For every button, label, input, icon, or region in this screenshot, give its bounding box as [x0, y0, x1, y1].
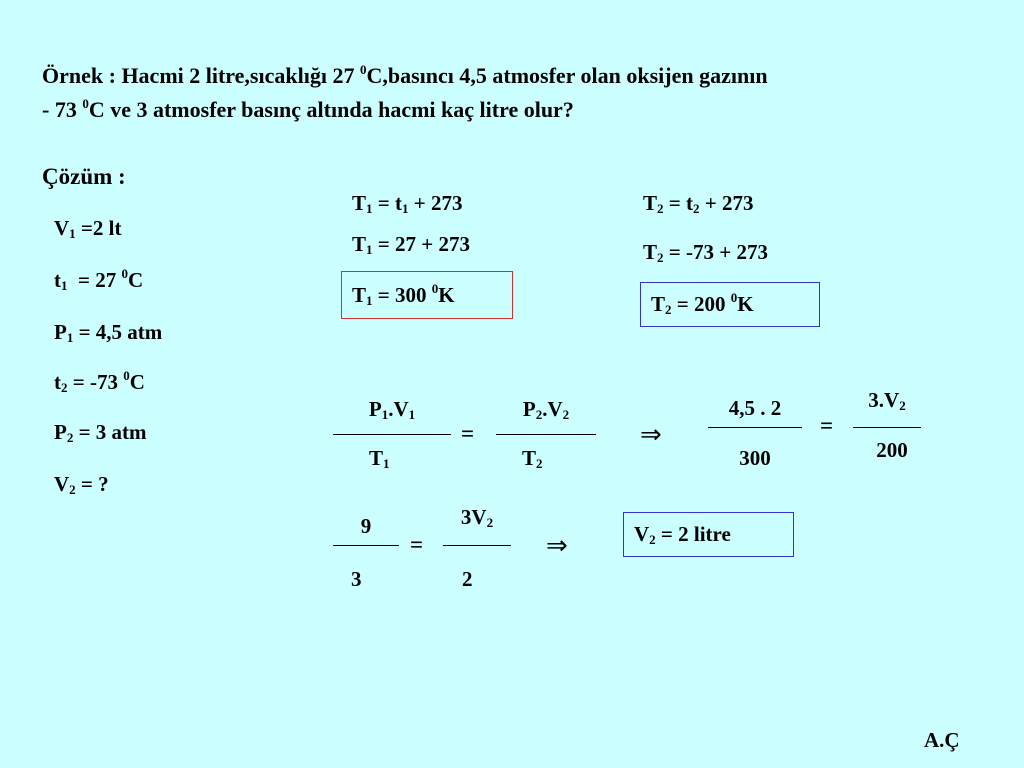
formula-rhs-denominator: $T_2$ [522, 446, 543, 471]
simp-rhs-denominator: 2 [462, 567, 473, 591]
sub-lhs-fraction-bar [708, 427, 802, 428]
question-line-2: - 73 $^0$C ve 3 atmosfer basınç altında hacmi kaç litre olur? [42, 96, 574, 122]
formula-lhs-fraction-bar [333, 434, 451, 435]
t1-substitution: $T_1 = 27 + 273$ [352, 232, 470, 257]
simp-equals: = [410, 532, 424, 557]
formula-rhs-fraction-bar [496, 434, 596, 435]
sub-rhs-denominator: 200 [876, 438, 908, 462]
formula-lhs-denominator: $T_1$ [369, 446, 390, 471]
simp-lhs-denominator: 3 [351, 567, 362, 591]
t1-result: $T_1 = 300$ $^0$K [352, 281, 455, 308]
simp-lhs-fraction-bar [333, 545, 399, 546]
implies-arrow-icon: ⇒ [640, 420, 662, 450]
answer-text: $V_2 = 2$ litre [634, 522, 731, 547]
simp-lhs-numerator: 9 [360, 514, 372, 538]
t2-substitution: $T_2 = -73 + 273$ [643, 240, 768, 265]
sub-equals: = [820, 413, 834, 438]
sub-rhs-numerator: $3.V_2$ [868, 388, 906, 413]
simp-rhs-numerator: $3V_2$ [460, 505, 494, 530]
sub-lhs-denominator: 300 [739, 446, 771, 470]
formula-equals: = [461, 421, 475, 446]
t2-result: $T_2 = 200$ $^0$K [651, 290, 754, 317]
given-t2: $t_2 = -73$ $^0$C [54, 368, 145, 395]
given-p1: $P_1 = 4,5$ atm [54, 320, 163, 345]
sub-lhs-numerator: 4,5 . 2 [728, 396, 782, 420]
formula-rhs-numerator: $P_2.V_2$ [522, 397, 570, 422]
t2-formula: $T_2 = t_2 + 273$ [643, 191, 754, 216]
formula-lhs-numerator: $P_1.V_1$ [368, 397, 416, 422]
implies-arrow-icon-2: ⇒ [546, 531, 568, 561]
given-t1: $t_1 = 27$ $^0$C [54, 266, 144, 293]
given-v1: $V_1 =2$ lt [54, 216, 122, 241]
given-p2: $P_2 = 3$ atm [54, 420, 147, 445]
simp-rhs-fraction-bar [443, 545, 511, 546]
sub-rhs-fraction-bar [853, 427, 921, 428]
author-signature: A.Ç [924, 728, 960, 752]
t1-formula: $T_1 = t_1 + 273$ [352, 191, 463, 216]
given-v2: $V_2$ = ? [54, 472, 109, 497]
solution-label: Çözüm : [42, 164, 126, 189]
question-line-1: Örnek : Hacmi 2 litre,sıcaklığı 27 $^0$C,basıncı 4,5 atmosfer olan oksijen gazının [42, 62, 768, 88]
